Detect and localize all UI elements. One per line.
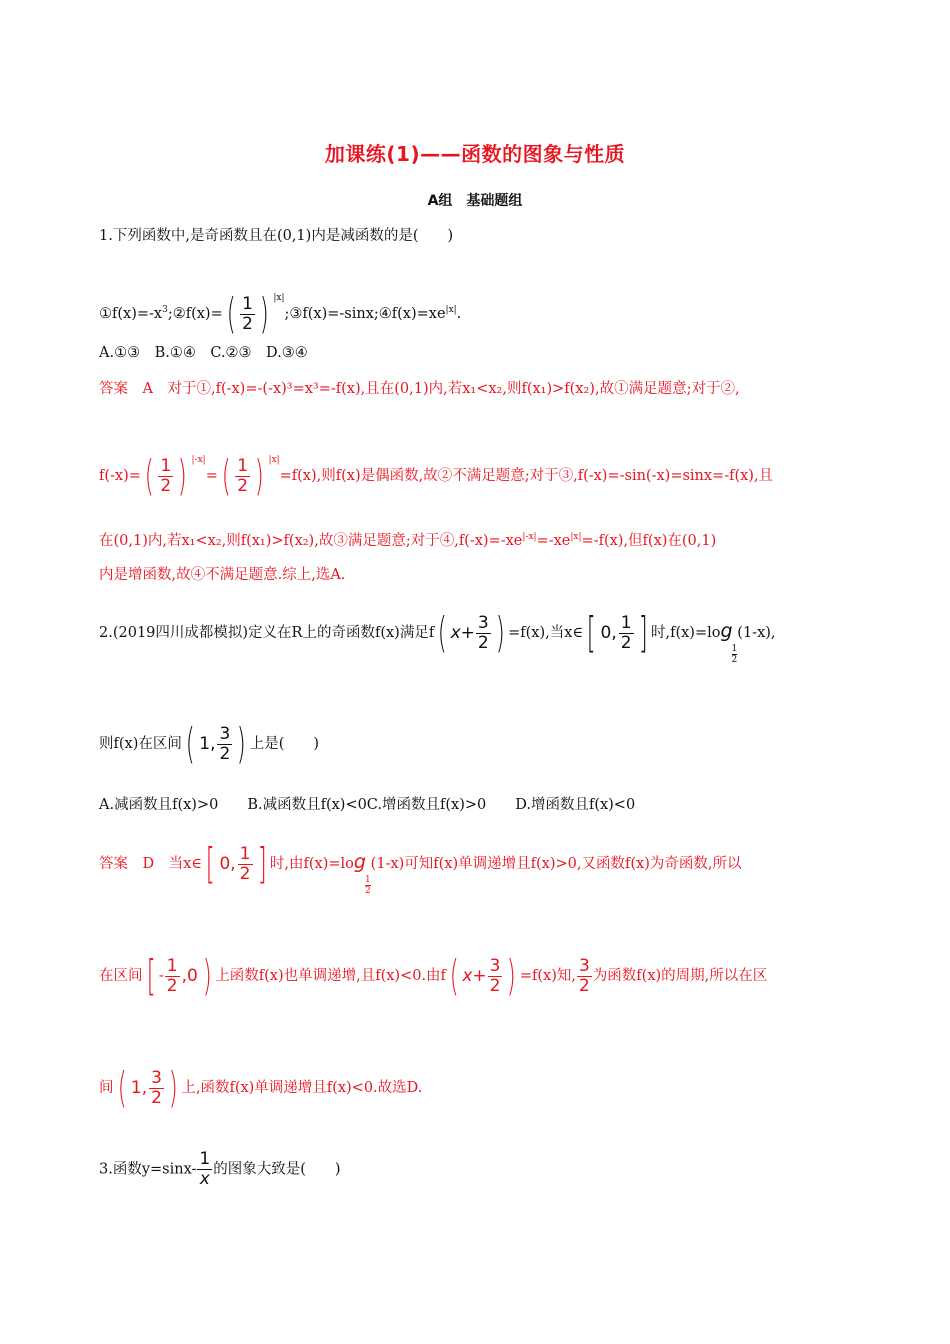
q2-choices: A.减函数且f(x)>0 B.减函数且f(x)<0C.增函数且f(x)>0 D.增函数且f(x)<0 — [99, 797, 636, 813]
half-paren: ( $\frac{1}{2}$ ) — [226, 289, 269, 338]
q1-answer-line2: f(-x)= ( $\frac{1}{2}$ ) $^{|-x|}$= ( $\frac{1}{2}$ ) $^{|x|}$=f(x),则f(x)是偶函数,故②不满足题意;对于③,f(-x)=-sin(-x)=sinx=-f(x),且 — [99, 451, 774, 500]
q2-stem-line1: 2.(2019四川成都模拟)定义在R上的奇函数f(x)满足f ( x + $\frac{3}{2}$ ) =f(x),当x∈ [ 0 , $\frac{1}{2}$ ] 时,f(x)=log $\frac{1}{2}$ (1-x), — [99, 608, 776, 665]
q1-functions: $①f(x)=-x^3;②f(x)=$ ( $\frac{1}{2}$ ) $^{|x|};③f(x)=-\sin x;④f(x)=xe^{|x|}$. — [99, 289, 462, 338]
group-heading: A组 基础题组 — [427, 193, 523, 209]
q1-stem: 1.下列函数中,是奇函数且在(0,1)内是减函数的是( ) — [99, 228, 454, 244]
page-title: 加课练(1)——函数的图象与性质 — [324, 142, 626, 166]
q1-answer-line4: 内是增函数,故④不满足题意.综上,选A. — [99, 567, 346, 583]
q2-answer-line2: 在区间 [ - $\frac{1}{2}$ , 0 ) 上函数f(x)也单调递增,且f(x)<0.由f ( x + $\frac{3}{2}$ ) =f(x)知, $\frac{3}{2}$ 为函数f(x)的周期,所以在区 — [99, 951, 768, 1000]
q1-answer-line3: 在(0,1)内,若x₁<x₂,则f(x₁)>f(x₂),故③满足题意;对于$④,f(-x)=-xe^{|-x|}=-xe^{|x|}=-f(x)$,但f(x)在(0,1) — [99, 532, 717, 549]
q1-answer-line1: 答案 A 对于①,f(-x)=-(-x)³=x³=-f(x),且在(0,1)内,若x₁<x₂,则f(x₁)>f(x₂),故①满足题意;对于②, — [99, 381, 740, 397]
q1-choices: A.①③ B.①④ C.②③ D.③④ — [99, 345, 308, 361]
q3-stem: 3.函数y=sinx- $\frac{1}{x}$ 的图象大致是( ) — [99, 1149, 341, 1189]
q2-stem-line2: 则f(x)在区间 ( 1 , $\frac{3}{2}$ ) 上是( ) — [99, 719, 320, 768]
q2-answer-line1: 答案 D 当x∈ [ 0 , $\frac{1}{2}$ ] 时,由f(x)=log $\frac{1}{2}$ (1-x)可知f(x)单调递增且f(x)>0,又函数f(x)为奇函数,所以 — [99, 839, 742, 896]
q2-answer-line3: 间 ( 1 , $\frac{3}{2}$ ) 上,函数f(x)单调递增且f(x)<0.故选D. — [99, 1063, 423, 1112]
